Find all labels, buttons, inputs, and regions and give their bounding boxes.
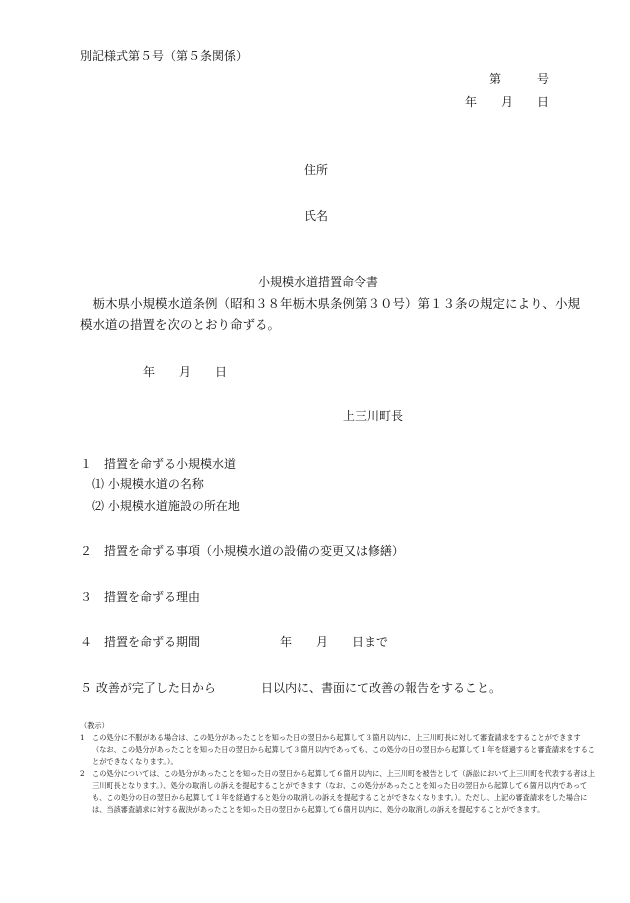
form-label: 別記様式第５号（第５条関係）: [80, 49, 249, 63]
note-number: 2: [80, 769, 85, 778]
address-label: 住所: [304, 163, 329, 177]
name-label: 氏名: [304, 209, 329, 223]
notes-label: （教示）: [80, 721, 109, 730]
item-1-sub-name: ⑴ 小規模水道の名称: [92, 477, 204, 491]
issuer-name: 上三川町長: [343, 409, 404, 423]
item-5-prefix: ５ 改善が完了した日から: [80, 681, 216, 695]
item-1-sub-location: ⑵ 小規模水道施設の所在地: [92, 499, 240, 513]
item-4-period: 年 月 日まで: [280, 635, 389, 649]
note-number: 1: [80, 733, 85, 742]
document-number: 第 号: [489, 72, 550, 86]
document-title: 小規模水道措置命令書: [258, 275, 379, 289]
item-2: ２ 措置を命ずる事項（小規模水道の設備の変更又は修繕）: [80, 544, 405, 558]
note-item: [80, 768, 595, 816]
instruction-notes: [80, 720, 595, 816]
issue-date: 年 月 日: [143, 365, 228, 379]
item-4-label: ４ 措置を命ずる期間: [80, 635, 201, 649]
body-paragraph: 栃木県小規模水道条例（昭和３８年栃木県条例第３０号）第１３条の規定により、小規模水道の措置を次のとおり命ずる。: [80, 296, 581, 332]
note-item: [80, 732, 595, 768]
item-1-heading: １ 措置を命ずる小規模水道: [80, 457, 237, 471]
note-text: この処分については、この処分があったことを知った日の翌日から起算して６箇月以内に、上三川町を被告として（訴訟において上三川町を代表する者は上三川町長となります。）、処分の取消しの訴えを提起することができます（なお、この処分があったことを知った日の翌日から起算して６箇月以内であっても、この処分の日の翌日から起算して１年を経過すると処分の取消しの訴えを提起することができなくなります。）。ただし、上記の審査請求をした場合には、当該審査請求に対する裁決があったことを知った日の翌日から起算して６箇月以内に、処分の取消しの訴えを提起することができます。: [92, 769, 595, 814]
item-5-suffix: 日以内に、書面にて改善の報告をすること。: [261, 681, 502, 695]
document-date: 年 月 日: [465, 95, 550, 109]
item-3: ３ 措置を命ずる理由: [80, 590, 201, 604]
note-text: この処分に不服がある場合は、この処分があったことを知った日の翌日から起算して３箇月以内に、上三川町長に対して審査請求をすることができます（なお、この処分があったことを知った日の翌日から起算して３箇月以内であっても、この処分の日の翌日から起算して１年を経過すると審査請求をすることができなくなります。）。: [92, 733, 595, 766]
